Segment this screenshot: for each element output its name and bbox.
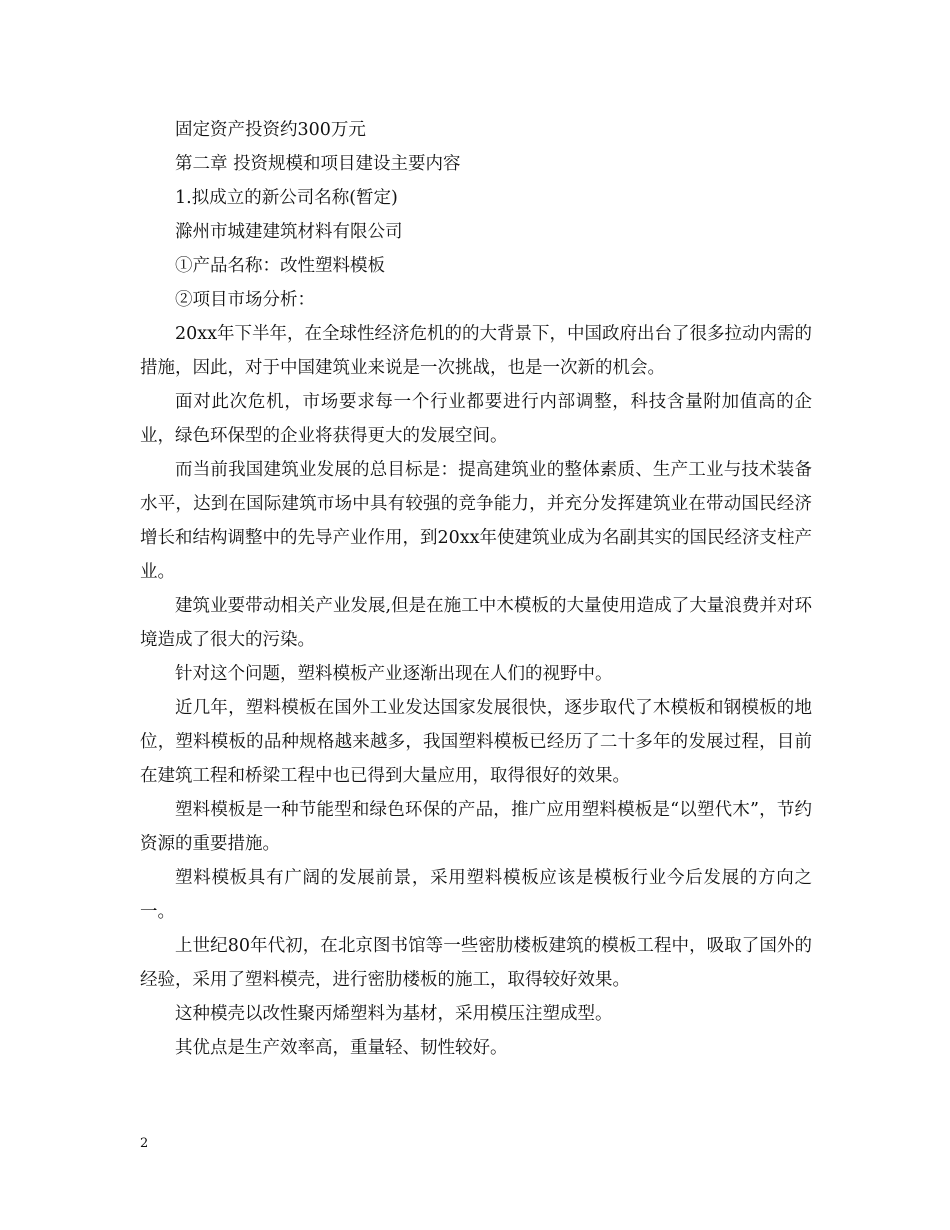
paragraph-5: 针对这个问题，塑料模板产业逐渐出现在人们的视野中。 bbox=[175, 664, 613, 684]
paragraph-2: 面对此次危机，市场要求每一个行业都要进行内部调整，科技含量附加值高的企业，绿色环保型的企业将获得更大的发展空间。 bbox=[140, 392, 812, 446]
market-analysis-heading: ②项目市场分析： bbox=[175, 290, 315, 310]
paragraph-4: 建筑业要带动相关产业发展,但是在施工中木模板的大量使用造成了大量浪费并对环境造成了很大的污染。 bbox=[140, 596, 812, 650]
paragraph-8: 塑料模板具有广阔的发展前景，采用塑料模板应该是模板行业今后发展的方向之一。 bbox=[140, 868, 812, 922]
paragraph-3: 而当前我国建筑业发展的总目标是：提高建筑业的整体素质、生产工业与技术装备水平，达到在国际建筑市场中具有较强的竞争能力，并充分发挥建筑业在带动国民经济增长和结构调整中的先导产业作用，到20xx年使建筑业成为名副其实的国民经济支柱产业。 bbox=[140, 460, 813, 582]
document-body bbox=[140, 113, 812, 1065]
paragraph-10: 这种模壳以改性聚丙烯塑料为基材，采用模压注塑成型。 bbox=[175, 1004, 613, 1024]
section-heading-company-name: 1.拟成立的新公司名称(暂定) bbox=[175, 188, 398, 208]
paragraph-7: 塑料模板是一种节能型和绿色环保的产品，推广应用塑料模板是“以塑代木”，节约资源的重要措施。 bbox=[140, 800, 812, 854]
product-name-line: ①产品名称：改性塑料模板 bbox=[175, 256, 385, 276]
page-number: 2 bbox=[140, 1136, 149, 1151]
investment-line: 固定资产投资约300万元 bbox=[175, 120, 366, 140]
paragraph-9: 上世纪80年代初，在北京图书馆等一些密肋楼板建筑的模板工程中，吸取了国外的经验，采用了塑料模壳，进行密肋楼板的施工，取得较好效果。 bbox=[140, 936, 812, 990]
paragraph-1: 20xx年下半年，在全球性经济危机的的大背景下，中国政府出台了很多拉动内需的措施，因此，对于中国建筑业来说是一次挑战，也是一次新的机会。 bbox=[140, 324, 813, 378]
company-name: 滁州市城建建筑材料有限公司 bbox=[175, 222, 403, 242]
paragraph-6: 近几年，塑料模板在国外工业发达国家发展很快，逐步取代了木模板和钢模板的地位，塑料模板的品种规格越来越多，我国塑料模板已经历了二十多年的发展过程，目前在建筑工程和桥梁工程中也已得到大量应用，取得很好的效果。 bbox=[140, 698, 812, 786]
chapter-heading: 第二章 投资规模和项目建设主要内容 bbox=[175, 154, 461, 174]
paragraph-11: 其优点是生产效率高，重量轻、韧性较好。 bbox=[175, 1038, 508, 1058]
